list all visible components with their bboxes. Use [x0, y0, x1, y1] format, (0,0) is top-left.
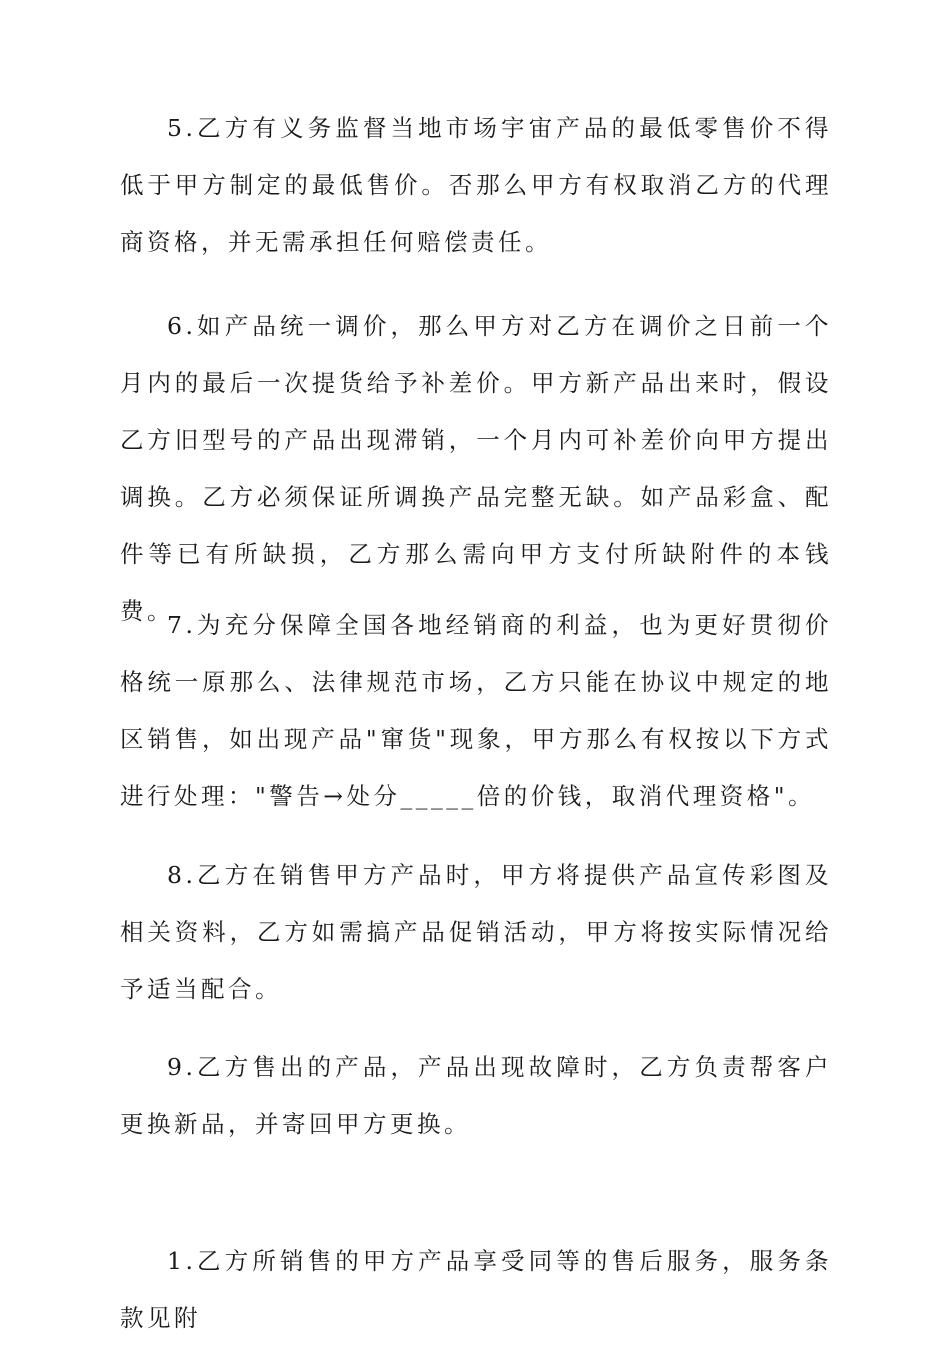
clause-7-paragraph: 7.为充分保障全国各地经销商的利益，也为更好贯彻价格统一原那么、法律规范市场，乙方只能在协议中规定的地区销售，如出现产品"窜货"现象，甲方那么有权按以下方式进行处理："警告→处分_____倍的价钱，取消代理资格"。	[120, 611, 832, 810]
clause-6-paragraph: 6.如产品统一调价，那么甲方对乙方在调价之日前一个月内的最后一次提货给予补差价。甲方新产品出来时，假设乙方旧型号的产品出现滞销，一个月内可补差价向甲方提出调换。乙方必须保证所调换产品完整无缺。如产品彩盒、配件等已有所缺损，乙方那么需向甲方支付所缺附件的本钱费。	[120, 312, 832, 625]
clause-1-paragraph: 1.乙方所销售的甲方产品享受同等的售后服务，服务条款见附	[120, 1247, 832, 1332]
clause-9-paragraph: 9.乙方售出的产品，产品出现故障时，乙方负责帮客户更换新品，并寄回甲方更换。	[120, 1053, 832, 1138]
clause-8-paragraph: 8.乙方在销售甲方产品时，甲方将提供产品宣传彩图及相关资料，乙方如需搞产品促销活动，甲方将按实际情况给予适当配合。	[120, 861, 832, 1003]
clause-5-paragraph: 5.乙方有义务监督当地市场宇宙产品的最低零售价不得低于甲方制定的最低售价。否那么甲方有权取消乙方的代理商资格，并无需承担任何赔偿责任。	[120, 114, 832, 256]
